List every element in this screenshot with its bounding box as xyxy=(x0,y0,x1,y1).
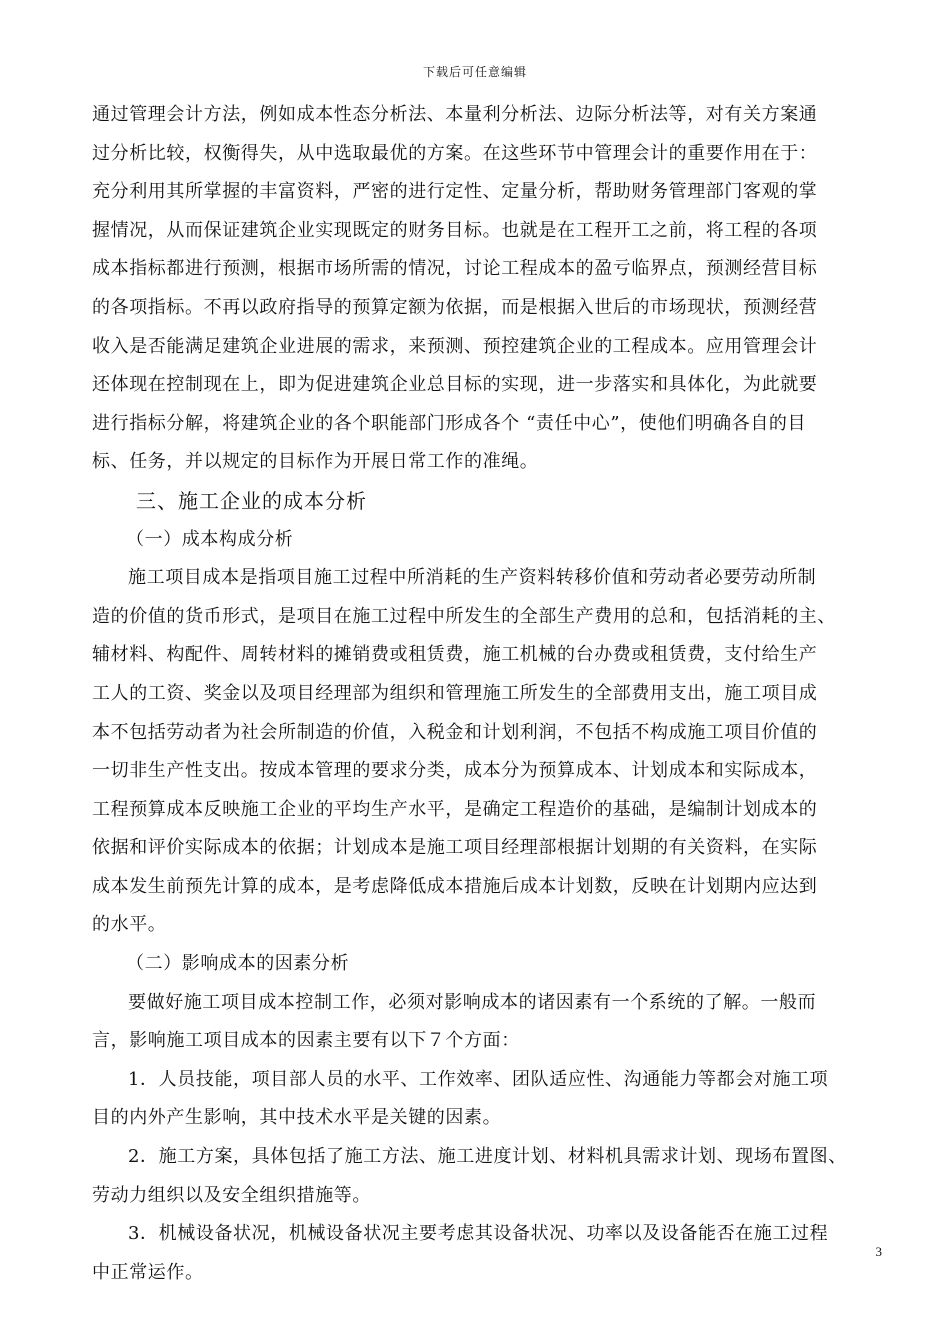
text-line: 成本指标都进行预测，根据市场所需的情况，讨论工程成本的盈亏临界点，预测经营目标 xyxy=(92,258,818,280)
text-line: 言，影响施工项目成本的因素主要有以下７个方面： xyxy=(92,1030,520,1052)
section-heading: 三、施工企业的成本分析 xyxy=(136,488,367,513)
text-line: 1．人员技能，项目部人员的水平、工作效率、团队适应性、沟通能力等都会对施工项 xyxy=(128,1068,829,1090)
text-line: 劳动力组织以及安全组织措施等。 xyxy=(92,1184,371,1206)
text-line: 工人的工资、奖金以及项目经理部为组织和管理施工所发生的全部费用支出，施工项目成 xyxy=(92,682,818,704)
text-line: 中正常运作。 xyxy=(92,1261,204,1283)
text-line: 依据和评价实际成本的依据；计划成本是施工项目经理部根据计划期的有关资料，在实际 xyxy=(92,837,818,859)
page-number: 3 xyxy=(875,1244,882,1259)
text-line: 握情况，从而保证建筑企业实现既定的财务目标。也就是在工程开工之前，将工程的各项 xyxy=(92,219,818,241)
text-line: 要做好施工项目成本控制工作，必须对影响成本的诸因素有一个系统的了解。一般而 xyxy=(128,991,817,1013)
text-line: 目的内外产生影响，其中技术水平是关键的因素。 xyxy=(92,1107,502,1129)
text-line: 2．施工方案，具体包括了施工方法、施工进度计划、材料机具需求计划、现场布置图、 xyxy=(128,1146,847,1168)
text-line: 辅材料、构配件、周转材料的摊销费或租赁费，施工机械的台办费或租赁费，支付给生产 xyxy=(92,644,818,666)
text-line: 充分利用其所掌握的丰富资料，严密的进行定性、定量分析，帮助财务管理部门客观的掌 xyxy=(92,181,818,203)
header-note: 下载后可任意编辑 xyxy=(422,65,527,79)
text-line: 还体现在控制现在上，即为促进建筑企业总目标的实现，进一步落实和具体化，为此就要 xyxy=(92,374,818,396)
text-line: 本不包括劳动者为社会所制造的价值，入税金和计划利润，不包括不构成施工项目价值的 xyxy=(92,721,818,743)
text-line: 的水平。 xyxy=(92,914,167,936)
text-line: 通过管理会计方法，例如成本性态分析法、本量利分析法、边际分析法等，对有关方案通 xyxy=(92,104,818,125)
text-line: 的各项指标。不再以政府指导的预算定额为依据，而是根据入世后的市场现状，预测经营 xyxy=(92,296,818,318)
text-line: 收入是否能满足建筑企业进展的需求，来预测、预控建筑企业的工程成本。应用管理会计 xyxy=(92,335,818,357)
text-line: 一切非生产性支出。按成本管理的要求分类，成本分为预算成本、计划成本和实际成本， xyxy=(92,760,818,782)
text-line: 标、任务，并以规定的目标作为开展日常工作的准绳。 xyxy=(92,451,539,473)
text-line: 3．机械设备状况，机械设备状况主要考虑其设备状况、功率以及设备能否在施工过程 xyxy=(128,1223,829,1245)
text-line: 成本发生前预先计算的成本，是考虑降低成本措施后成本计划数，反映在计划期内应达到 xyxy=(92,875,818,897)
text-line: 工程预算成本反映施工企业的平均生产水平，是确定工程造价的基础，是编制计划成本的 xyxy=(92,798,818,820)
text-line: 造的价值的货币形式，是项目在施工过程中所发生的全部生产费用的总和，包括消耗的主、 xyxy=(92,605,836,627)
text-line: 施工项目成本是指项目施工过程中所消耗的生产资料转移价值和劳动者必要劳动所制 xyxy=(128,567,817,589)
text-line: 过分析比较，权衡得失，从中选取最优的方案。在这些环节中管理会计的重要作用在于： xyxy=(92,142,818,164)
text-line: 进行指标分解，将建筑企业的各个职能部门形成各个 “责任中心”，使他们明确各自的目 xyxy=(92,412,807,434)
document-body xyxy=(92,96,892,1292)
subsection-heading: （二）影响成本的因素分析 xyxy=(126,953,350,975)
subsection-heading: （一）成本构成分析 xyxy=(126,528,294,550)
